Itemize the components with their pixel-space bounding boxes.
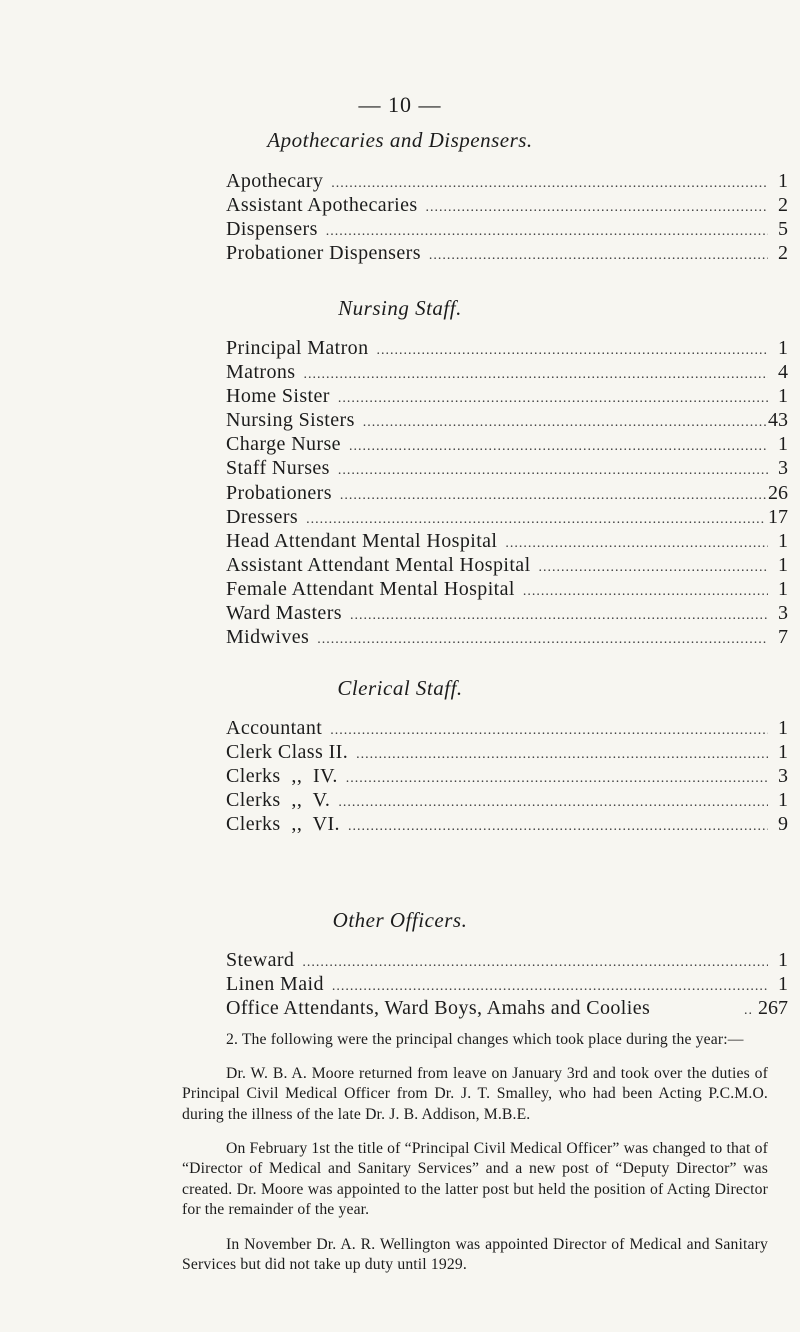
item-count: 17 <box>768 505 788 528</box>
item-count: 1 <box>778 337 788 359</box>
staff-list-other-officers <box>226 948 800 1020</box>
leader-dots <box>363 411 766 435</box>
section-heading-clerical-staff: Clerical Staff. <box>337 676 463 700</box>
leader-dots <box>317 628 768 652</box>
list-item <box>226 740 788 764</box>
list-item <box>226 577 788 601</box>
item-count: 4 <box>778 361 788 384</box>
item-label: Probationers <box>226 481 332 504</box>
item-count: 43 <box>768 409 788 432</box>
list-item <box>226 716 788 740</box>
item-count: 3 <box>778 765 788 788</box>
leader-dots <box>340 484 766 508</box>
item-count: 5 <box>778 218 788 241</box>
paragraph-moore-return <box>182 1064 768 1125</box>
leader-dots <box>426 196 768 220</box>
item-label: Staff Nurses <box>226 457 330 480</box>
list-item <box>226 996 788 1020</box>
list-item <box>226 481 788 505</box>
list-item <box>226 625 788 649</box>
leader-dots <box>429 244 768 268</box>
item-label: Ward Masters <box>226 602 342 625</box>
list-item <box>226 553 788 577</box>
list-item <box>226 948 788 972</box>
item-label: Female Attendant Mental Hospital <box>226 577 515 600</box>
paragraph-text: Dr. W. B. A. Moore returned from leave on January 3rd and took over the duties of Principal Civil Medical Officer from Dr. J. T. Smalley, who had been Acting P.C.M.O. during the illness of the late Dr. J. B. Addison, M.B.E. <box>182 1065 768 1123</box>
item-count: 1 <box>778 789 788 812</box>
item-label: Clerk Class II. <box>226 741 349 764</box>
item-count: 267 <box>758 997 788 1020</box>
item-count: 1 <box>778 577 788 600</box>
item-label: Head Attendant Mental Hospital <box>226 529 498 552</box>
paragraph-text: 2. The following were the principal changes which took place during the year:— <box>226 1031 744 1048</box>
leader-dots <box>539 556 768 580</box>
item-count: 1 <box>778 553 788 576</box>
item-label: Assistant Attendant Mental Hospital <box>226 553 531 576</box>
list-item <box>226 360 788 384</box>
item-label: Nursing Sisters <box>226 409 355 432</box>
item-count: 7 <box>778 626 788 649</box>
leader-dots <box>338 459 768 483</box>
list-item <box>226 169 788 193</box>
staff-list-apothecaries <box>226 169 800 265</box>
staff-list-nursing <box>226 336 800 649</box>
item-count: 9 <box>778 813 788 836</box>
list-item <box>226 764 788 788</box>
paragraph-text: On February 1st the title of “Principal Civil Medical Officer” was changed to that of “Director of Medical and Sanitary Services” and a new post of “Deputy Director” was created. Dr. Moore was appointed to the latter post but held the position of Acting Director for the remainder of the year. <box>182 1140 768 1219</box>
item-count: 1 <box>778 973 788 996</box>
staff-list-clerical <box>226 716 800 836</box>
item-count: 3 <box>778 602 788 625</box>
leader-dots <box>376 339 768 363</box>
item-label: Apothecary <box>226 170 324 192</box>
leader-dots <box>346 767 768 791</box>
paragraph-changes-intro <box>182 1030 768 1050</box>
item-label: Principal Matron <box>226 337 369 359</box>
paragraph-text: In November Dr. A. R. Wellington was appointed Director of Medical and Sanitary Services but did not take up duty until 1929. <box>182 1236 768 1274</box>
item-label: Matrons <box>226 361 296 384</box>
page-number: — 10 — <box>358 92 442 117</box>
list-item <box>226 193 788 217</box>
item-label: Clerks ,, VI. <box>226 813 340 836</box>
list-item <box>226 812 788 836</box>
item-count: 1 <box>778 949 788 971</box>
section-heading-apothecaries: Apothecaries and Dispensers. <box>267 128 533 152</box>
leader-dots <box>349 435 768 459</box>
item-label: Accountant <box>226 717 323 739</box>
item-label: Dressers <box>226 505 299 528</box>
leader-dots <box>338 387 768 411</box>
leader-dots <box>744 999 758 1023</box>
item-label: Clerks ,, IV. <box>226 765 338 788</box>
list-item <box>226 788 788 812</box>
item-label: Midwives <box>226 626 310 649</box>
item-label: Home Sister <box>226 385 330 408</box>
item-label: Steward <box>226 949 295 971</box>
item-count: 1 <box>778 717 788 739</box>
item-count: 1 <box>778 385 788 408</box>
section-heading-other-officers: Other Officers. <box>332 908 468 932</box>
list-item <box>226 384 788 408</box>
item-count: 1 <box>778 741 788 764</box>
leader-dots <box>523 580 768 604</box>
leader-dots <box>356 743 768 767</box>
list-item <box>226 601 788 625</box>
paragraph-wellington <box>182 1235 768 1276</box>
item-count: 1 <box>778 433 788 456</box>
leader-dots <box>338 791 768 815</box>
list-item <box>226 432 788 456</box>
leader-dots <box>348 815 768 839</box>
item-label: Assistant Apothecaries <box>226 194 418 217</box>
list-item <box>226 336 788 360</box>
item-count: 26 <box>768 481 788 504</box>
section-heading-nursing-staff: Nursing Staff. <box>338 296 462 320</box>
leader-dots <box>302 951 768 975</box>
item-label: Office Attendants, Ward Boys, Amahs and Coolies <box>226 997 651 1020</box>
leader-dots <box>505 532 768 556</box>
leader-dots <box>303 363 768 387</box>
list-item <box>226 241 788 265</box>
leader-dots <box>350 604 768 628</box>
item-label: Probationer Dispensers <box>226 242 421 265</box>
item-label: Clerks ,, V. <box>226 789 331 812</box>
item-label: Charge Nurse <box>226 433 341 456</box>
item-count: 1 <box>778 170 788 192</box>
leader-dots <box>330 719 768 743</box>
item-label: Linen Maid <box>226 973 324 996</box>
item-count: 1 <box>778 529 788 552</box>
list-item <box>226 972 788 996</box>
item-count: 3 <box>778 457 788 480</box>
list-item <box>226 505 788 529</box>
item-label: Dispensers <box>226 218 318 241</box>
list-item <box>226 529 788 553</box>
paragraph-title-change <box>182 1139 768 1221</box>
list-item <box>226 456 788 480</box>
item-count: 2 <box>778 242 788 265</box>
list-item <box>226 217 788 241</box>
list-item <box>226 408 788 432</box>
item-count: 2 <box>778 194 788 217</box>
